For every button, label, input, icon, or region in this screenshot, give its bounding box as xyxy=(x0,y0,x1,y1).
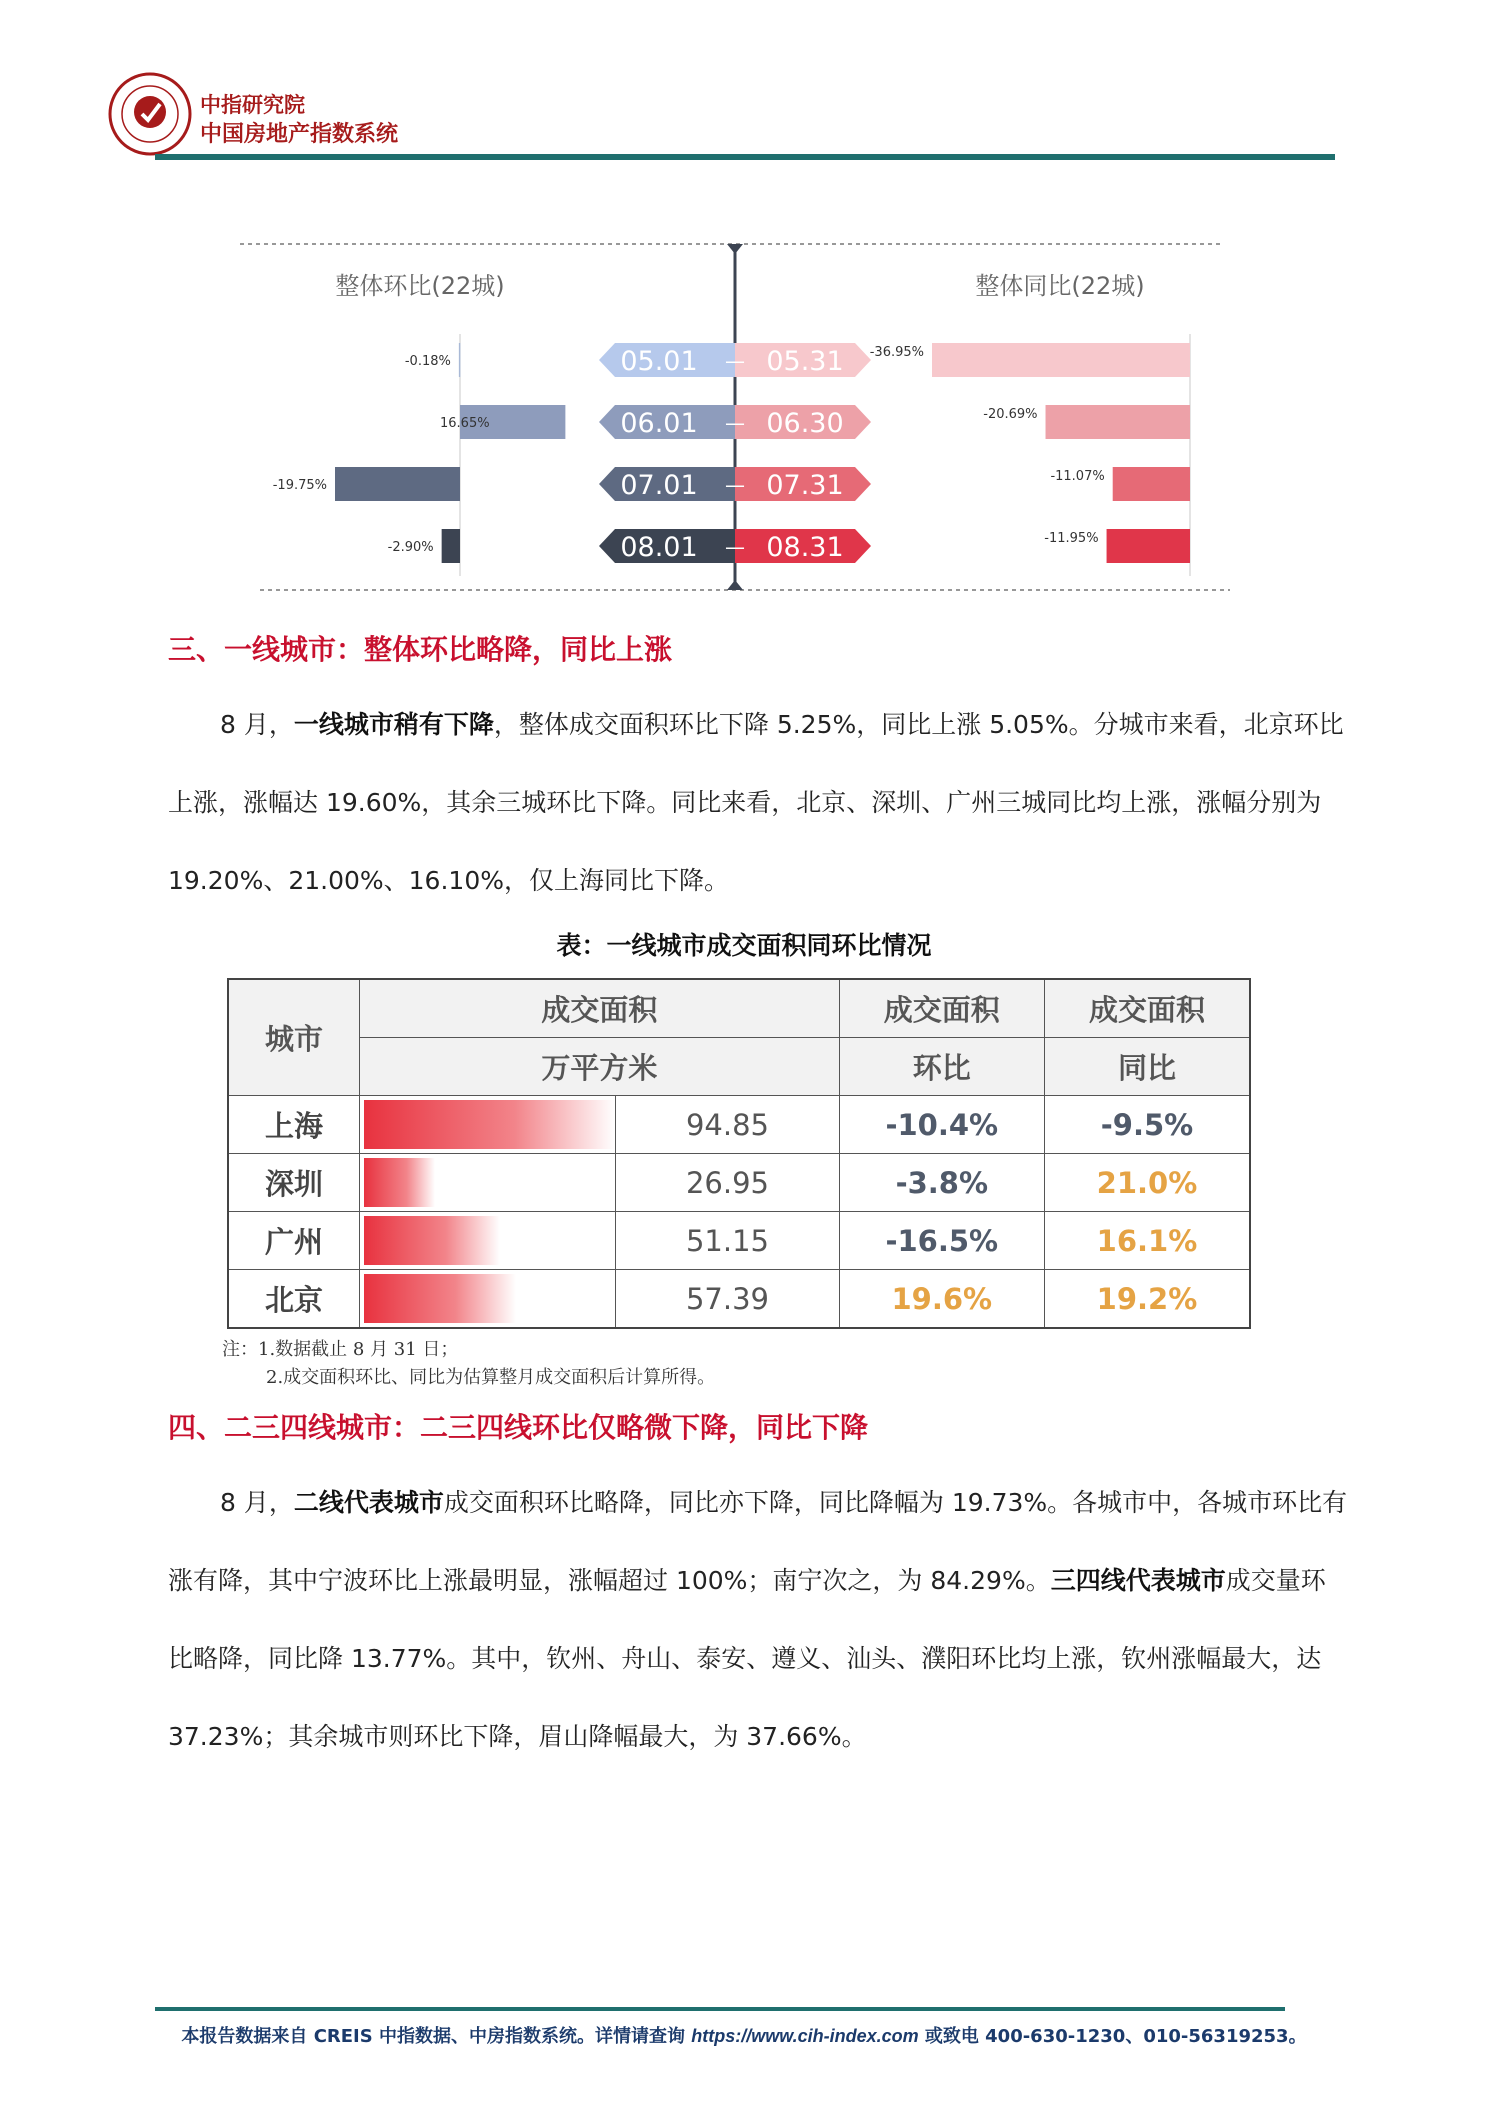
city-cell: 深圳 xyxy=(228,1154,360,1212)
para-post: ，整体成交面积环比下降 5.25%，同比上涨 5.05%。分城市来看，北京环比上涨，涨幅达 19.60%，其余三城环比下降。同比来看，北京、深圳、广州三城同比均上涨，涨幅分别为 19.20%、21.00%、16.10%，仅上海同比下降。 xyxy=(168,710,1344,895)
city-cell: 上海 xyxy=(228,1096,360,1154)
tier1-city-table xyxy=(227,978,1251,1329)
period-start-label: 06.01 xyxy=(620,408,698,439)
area-cell: 51.15 xyxy=(616,1212,839,1270)
note-line-1: 注：1.数据截止 8 月 31 日； xyxy=(222,1339,459,1360)
city-cell: 广州 xyxy=(228,1212,360,1270)
mom-data-label: -19.75% xyxy=(272,478,327,493)
table-row xyxy=(228,1096,1250,1154)
footer-text-pre: 本报告数据来自 CREIS 中指数据、中房指数系统。详情请查询 xyxy=(181,2026,692,2047)
yoy-cell: -9.5% xyxy=(1044,1096,1250,1154)
para-bold-1: 二线代表城市 xyxy=(293,1488,444,1517)
para-bold: 一线城市稍有下降 xyxy=(293,710,494,739)
axis-bottom-arrow xyxy=(727,580,743,590)
org-name: 中指研究院 xyxy=(200,93,305,117)
yoy-bar xyxy=(932,343,1190,377)
mom-bar xyxy=(442,529,460,563)
mom-cell: 19.6% xyxy=(839,1270,1044,1329)
footer-rule xyxy=(155,2007,1285,2011)
mom-bar xyxy=(335,467,460,501)
system-name: 中国房地产指数系统 xyxy=(200,122,399,147)
header-area-top: 成交面积 xyxy=(360,979,840,1038)
mom-data-label: 16.65% xyxy=(440,416,490,431)
yoy-cell: 16.1% xyxy=(1044,1212,1250,1270)
area-cell: 94.85 xyxy=(616,1096,839,1154)
header-mom-top: 成交面积 xyxy=(839,979,1044,1038)
mom-cell: -10.4% xyxy=(839,1096,1044,1154)
note-line-2: 2.成交面积环比、同比为估算整月成交面积后计算所得。 xyxy=(266,1367,716,1388)
header-mom-bottom: 环比 xyxy=(839,1038,1044,1096)
table-row xyxy=(228,1154,1250,1212)
yoy-data-label: -11.95% xyxy=(1044,531,1099,546)
period-end-label: 07.31 xyxy=(766,470,844,501)
section3-paragraph xyxy=(168,686,1348,920)
para-pre: 8 月， xyxy=(220,710,294,739)
header-yoy-bottom: 同比 xyxy=(1044,1038,1250,1096)
area-bar-cell xyxy=(360,1212,616,1270)
area-bar-cell xyxy=(360,1270,616,1329)
footer-text-post: 或致电 400-630-1230、010-56319253。 xyxy=(918,2026,1307,2047)
area-cell: 57.39 xyxy=(616,1270,839,1329)
para-mid: 成交面积环比略降，同比亦下降，同比降幅为 19.73%。各城市中，各城市环比有涨有降，其中宁波环比上涨最明显，涨幅超过 100%；南宁次之，为 84.29%。 xyxy=(168,1488,1348,1595)
header-rule xyxy=(155,154,1335,160)
mom-data-label: -2.90% xyxy=(387,540,434,555)
period-dash: — xyxy=(725,535,745,559)
yoy-data-label: -20.69% xyxy=(983,407,1038,422)
period-end-label: 06.30 xyxy=(766,408,844,439)
section4-heading: 四、二三四线城市：二三四线环比仅略微下降，同比下降 xyxy=(168,1411,869,1444)
period-start-label: 08.01 xyxy=(620,532,698,563)
chart-left-title: 整体环比(22城) xyxy=(335,272,505,300)
city-cell: 北京 xyxy=(228,1270,360,1329)
period-end-label: 05.31 xyxy=(766,346,844,377)
para-pre: 8 月， xyxy=(220,1488,294,1517)
period-start-label: 05.01 xyxy=(620,346,698,377)
yoy-data-label: -11.07% xyxy=(1050,469,1105,484)
para-bold-2: 三四线代表城市 xyxy=(1050,1566,1226,1595)
axis-top-arrow xyxy=(727,244,743,254)
mom-yoy-chart xyxy=(240,238,1230,598)
table-caption: 表：一线城市成交面积同环比情况 xyxy=(556,931,932,960)
table-row xyxy=(228,1270,1250,1329)
footer-url[interactable]: https://www.cih-index.com xyxy=(691,2026,919,2046)
mom-cell: -3.8% xyxy=(839,1154,1044,1212)
table-note xyxy=(222,1336,715,1392)
academy-logo-seal xyxy=(108,72,192,156)
brand-block xyxy=(200,90,398,150)
mom-cell: -16.5% xyxy=(839,1212,1044,1270)
mom-bar xyxy=(459,343,461,377)
footer xyxy=(0,2022,1488,2048)
section4-paragraph xyxy=(168,1464,1348,1776)
period-dash: — xyxy=(725,349,745,373)
area-bar-cell xyxy=(360,1096,616,1154)
period-end-label: 08.31 xyxy=(766,532,844,563)
yoy-bar xyxy=(1046,405,1190,439)
period-dash: — xyxy=(725,473,745,497)
area-cell: 26.95 xyxy=(616,1154,839,1212)
area-bar-cell xyxy=(360,1154,616,1212)
chart-right-title: 整体同比(22城) xyxy=(975,272,1145,300)
yoy-bar xyxy=(1107,529,1190,563)
area-bar xyxy=(364,1158,435,1207)
para-post: 成交量环比略降，同比降 13.77%。其中，钦州、舟山、泰安、遵义、汕头、濮阳环比均上涨，钦州涨幅最大，达 37.23%；其余城市则环比下降，眉山降幅最大，为 37.66%。 xyxy=(168,1566,1326,1751)
table-row xyxy=(228,1212,1250,1270)
yoy-data-label: -36.95% xyxy=(869,345,924,360)
area-bar xyxy=(364,1216,499,1265)
header-area-bottom: 万平方米 xyxy=(360,1038,840,1096)
mom-data-label: -0.18% xyxy=(404,354,451,369)
yoy-cell: 21.0% xyxy=(1044,1154,1250,1212)
period-start-label: 07.01 xyxy=(620,470,698,501)
header-city: 城市 xyxy=(228,979,360,1096)
yoy-cell: 19.2% xyxy=(1044,1270,1250,1329)
area-bar xyxy=(364,1100,615,1149)
yoy-bar xyxy=(1113,467,1190,501)
period-dash: — xyxy=(725,411,745,435)
area-bar xyxy=(364,1274,516,1323)
section3-heading: 三、一线城市：整体环比略降，同比上涨 xyxy=(168,633,673,666)
header-yoy-top: 成交面积 xyxy=(1044,979,1250,1038)
